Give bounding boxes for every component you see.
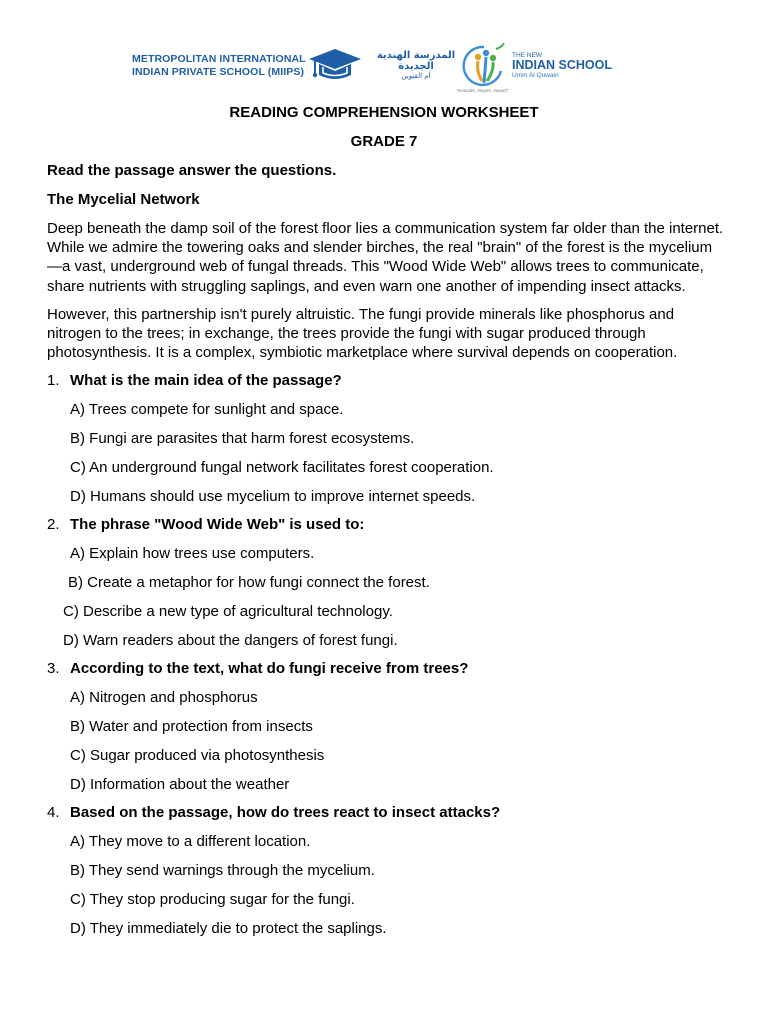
graduation-cap-icon: [305, 47, 363, 83]
nis-line3: Umm Al Quwain: [512, 72, 559, 79]
answer-option: B) Water and protection from insects: [70, 718, 313, 736]
question-2: [47, 516, 727, 534]
nis-logo-text: [512, 52, 612, 80]
miips-logo-text: [132, 53, 306, 79]
answer-option: C) Describe a new type of agricultural technology.: [63, 603, 393, 621]
answer-option: D) Information about the weather: [70, 776, 290, 794]
answer-option: A) Trees compete for sunlight and space.: [70, 401, 344, 419]
answer-option: B) Create a metaphor for how fungi connect the forest.: [68, 574, 430, 592]
arabic-line3: أم القيوين: [401, 72, 431, 80]
answer-option: B) Fungi are parasites that harm forest ecosystems.: [70, 430, 415, 448]
instruction-text: Read the passage answer the questions.: [47, 162, 337, 179]
answer-option: D) Humans should use mycelium to improve internet speeds.: [70, 488, 476, 506]
arabic-line2: الجديدة: [398, 61, 434, 72]
nis-line1: THE NEW: [512, 52, 542, 59]
answer-option: A) Nitrogen and phosphorus: [70, 689, 258, 707]
answer-option: C) An underground fungal network facilitates forest cooperation.: [70, 459, 494, 477]
nis-line2: INDIAN SCHOOL: [512, 58, 612, 72]
nis-emblem-icon: [462, 43, 506, 91]
question-number: 4.: [47, 804, 60, 822]
answer-option: D) They immediately die to protect the saplings.: [70, 920, 387, 938]
answer-option: A) They move to a different location.: [70, 833, 311, 851]
nis-tagline: "Innovate, Inspire, Impact": [456, 88, 509, 93]
worksheet-content: [47, 104, 727, 938]
question-text: According to the text, what do fungi receive from trees?: [70, 660, 469, 678]
miips-name-line2: INDIAN PRIVATE SCHOOL (MIIPS): [132, 66, 305, 78]
passage-paragraph-2: However, this partnership isn't purely altruistic. The fungi provide minerals like phosphorus and nitrogen to the trees; in exchange, the trees provide the fungi with sugar produced through photosynthesis. It is a complex, symbiotic marketplace where survival depends on cooperation.: [47, 305, 678, 362]
worksheet-title: READING COMPREHENSION WORKSHEET: [229, 104, 539, 121]
answer-option: D) Warn readers about the dangers of forest fungi.: [63, 632, 398, 650]
header-logos: [0, 40, 768, 96]
miips-name-line1: METROPOLITAN INTERNATIONAL: [132, 53, 306, 65]
arabic-school-name: [376, 50, 456, 81]
passage-title: The Mycelial Network: [47, 191, 200, 208]
question-text: What is the main idea of the passage?: [70, 372, 342, 390]
passage-paragraph-1: Deep beneath the damp soil of the forest floor lies a communication system far older than the internet. While we admire the towering oaks and slender birches, the real "brain" of the forest is the mycelium—a vast, underground web of fungal threads. This "Wood Wide Web" allows trees to communicate, share nutrients with struggling saplings, and even warn one another of impending insect attacks.: [47, 220, 724, 295]
question-3: [47, 660, 727, 678]
answer-option: A) Explain how trees use computers.: [70, 545, 315, 563]
question-text: The phrase "Wood Wide Web" is used to:: [70, 516, 365, 534]
arabic-line1: المدرسة الهندية: [376, 50, 456, 61]
question-text: Based on the passage, how do trees react to insect attacks?: [70, 804, 501, 822]
question-4: [47, 804, 727, 822]
question-number: 3.: [47, 660, 60, 678]
answer-option: C) Sugar produced via photosynthesis: [70, 747, 325, 765]
answer-option: B) They send warnings through the mycelium.: [70, 862, 375, 880]
answer-option: C) They stop producing sugar for the fungi.: [70, 891, 355, 909]
question-number: 1.: [47, 372, 60, 390]
question-1: [47, 372, 727, 390]
grade-label: GRADE 7: [350, 133, 418, 150]
question-number: 2.: [47, 516, 60, 534]
